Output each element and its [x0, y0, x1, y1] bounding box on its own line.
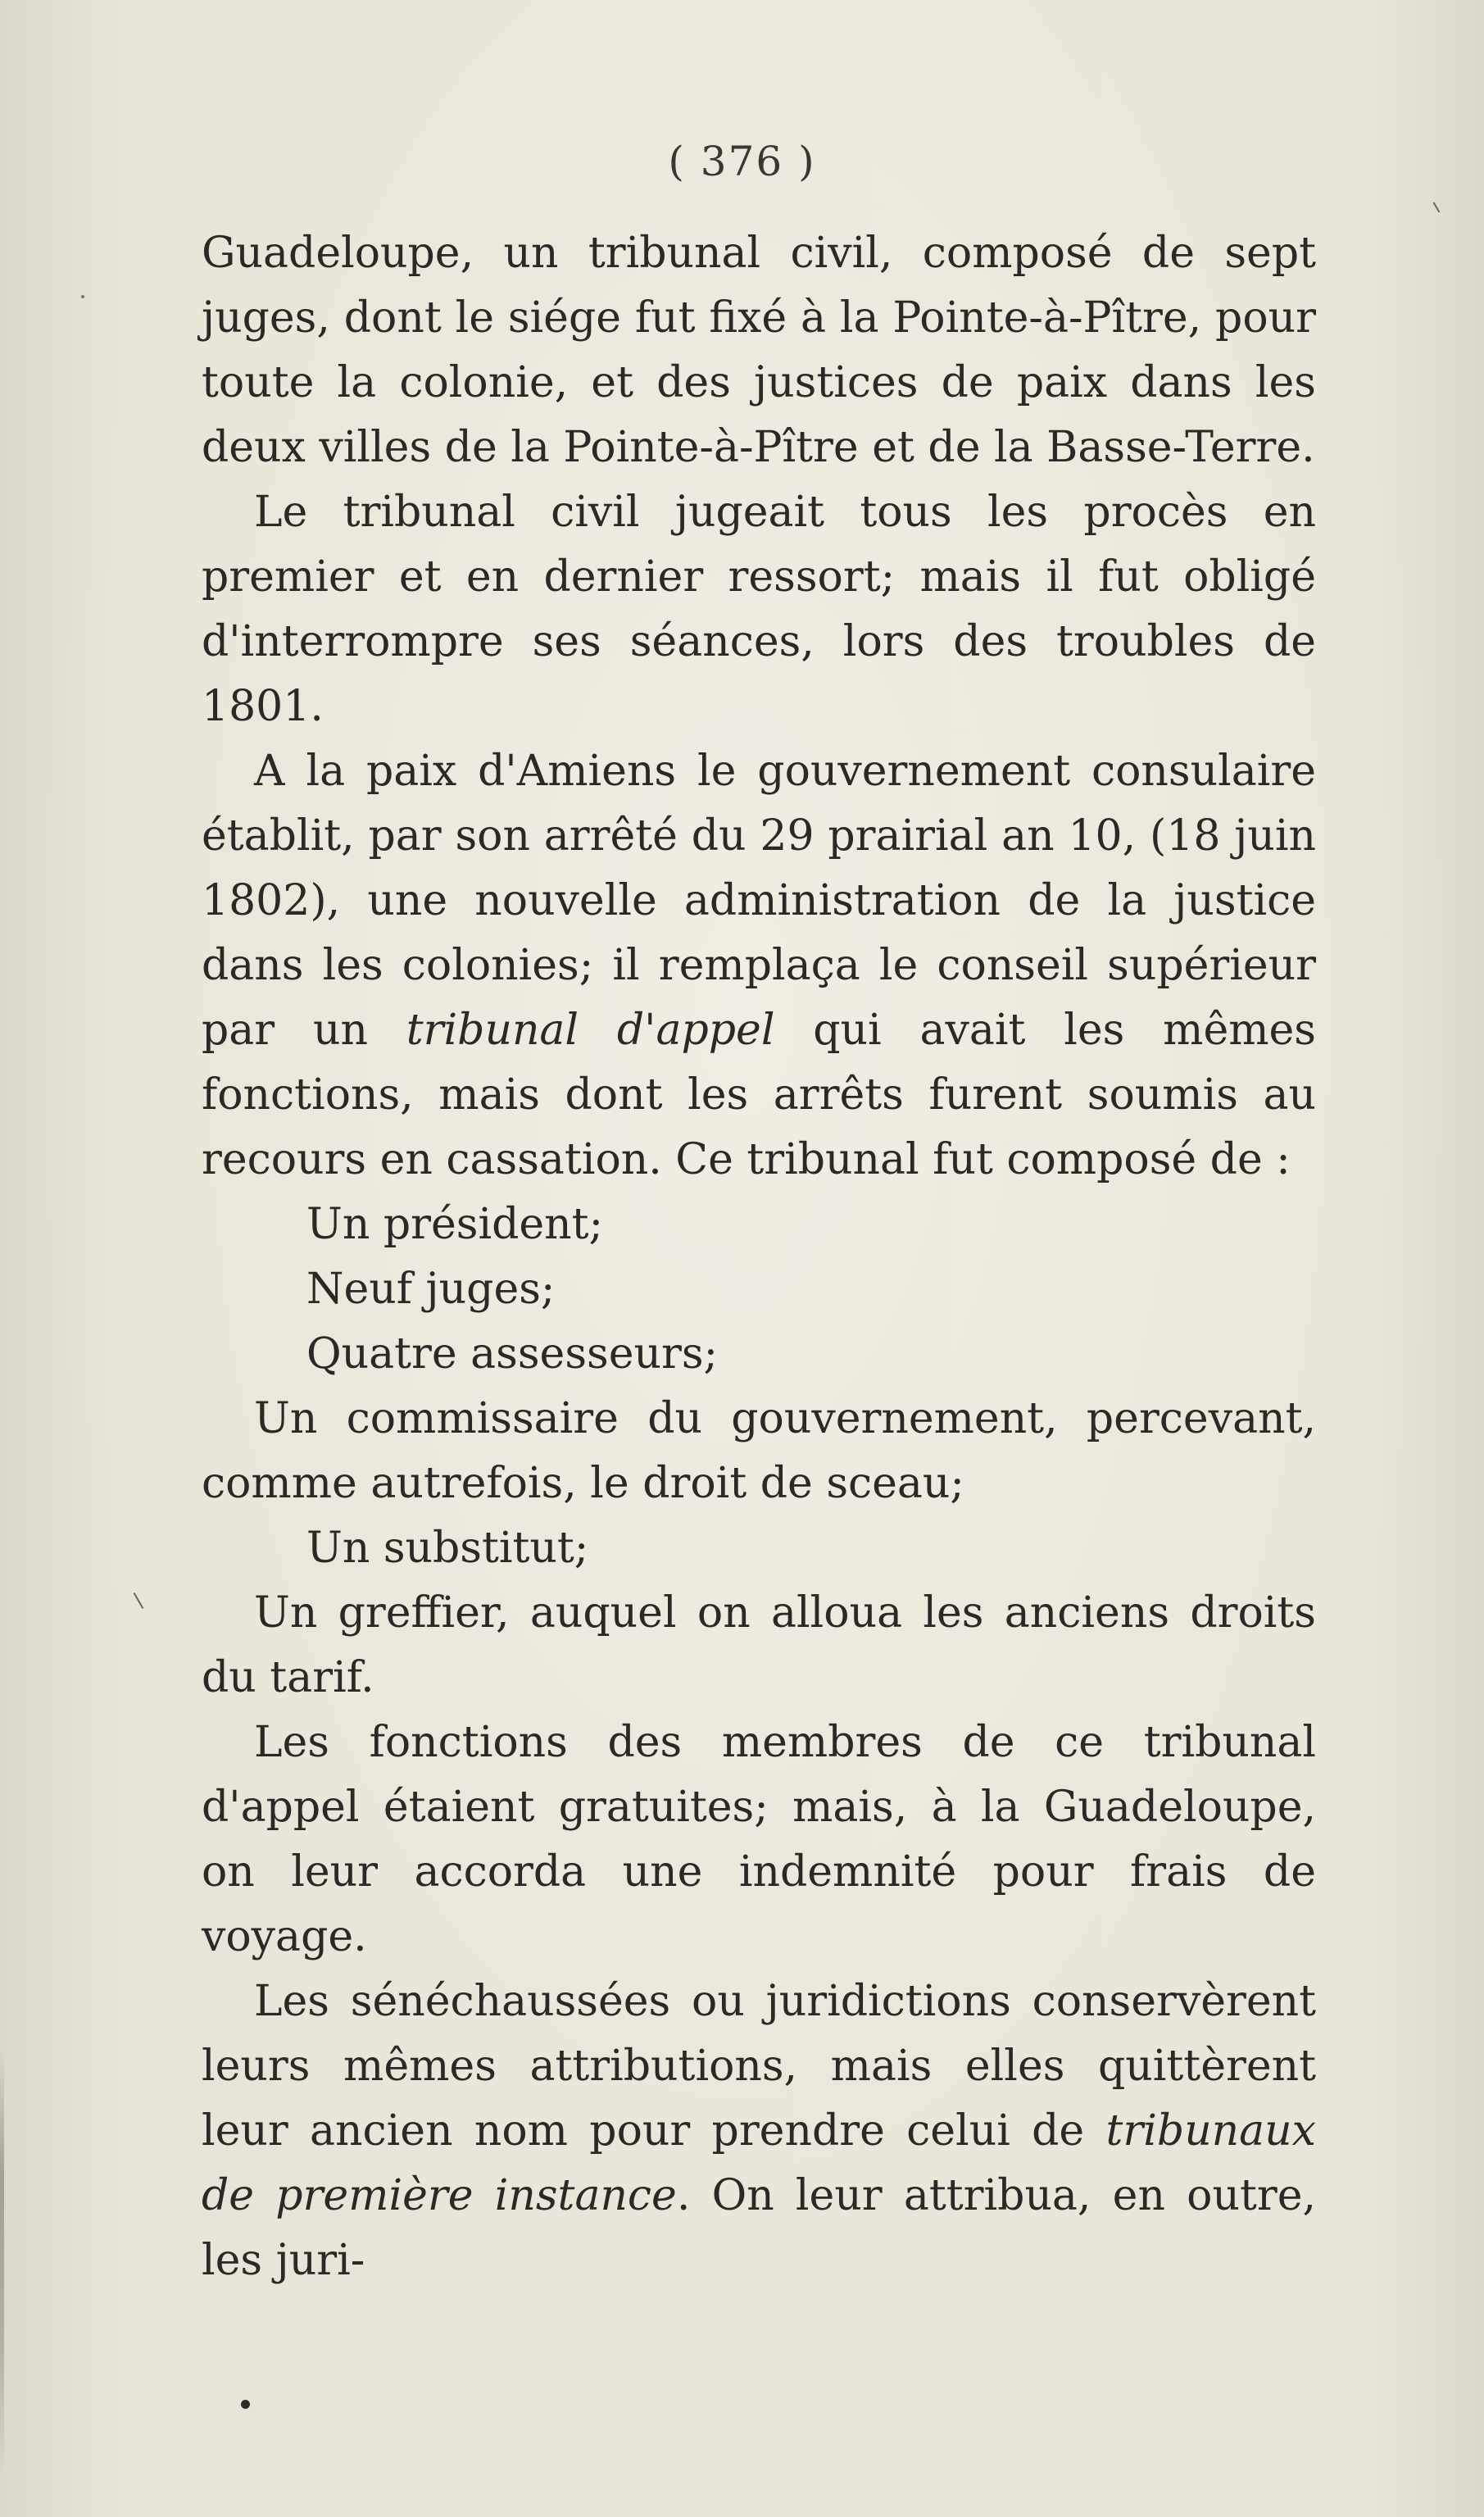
- paragraph-5-text-a: Les sénéchaussées ou juridictions conservèrent leurs mêmes attributions, mais elles quittèrent leur ancien nom pour prendre celui de: [202, 1977, 1316, 2156]
- list-item: Un président;: [306, 1200, 604, 1249]
- paragraph-4: Les fonctions des membres de ce tribunal d'appel étaient gratuites; mais, à la Guadeloupe, on leur accorda une indemnité pour frais de voyage.: [202, 1718, 1316, 1961]
- margin-mark: [134, 1592, 144, 1609]
- paragraph-5-italic: tribunaux de première instance: [202, 2106, 1316, 2220]
- page-number: ( 376 ): [668, 138, 816, 185]
- paragraph-3-italic: tribunal d'appel: [406, 1006, 775, 1055]
- paragraph-5-text-b: . On leur attribua, en outre, les juri-: [202, 2171, 1316, 2285]
- list-item: Un commissaire du gouvernement, percevant, comme autrefois, le droit de sceau;: [202, 1394, 1316, 1508]
- margin-mark: [1433, 202, 1441, 212]
- paragraph-1: Guadeloupe, un tribunal civil, composé de sept juges, dont le siége fut fixé à la Pointe-à-Pître, pour toute la colonie, et des justices de paix dans les deux villes de la Pointe-à-Pître et de la Basse-Terre.: [202, 229, 1316, 472]
- ink-speck: [241, 2400, 250, 2409]
- paragraph-3: [202, 739, 1316, 1193]
- list-item: Un greffier, auquel on alloua les anciens droits du tarif.: [202, 1588, 1316, 1702]
- paragraph-5: [202, 1970, 1316, 2293]
- paragraph-2: Le tribunal civil jugeait tous les procès en premier et en dernier ressort; mais il fut obligé d'interrompre ses séances, lors des troubles de 1801.: [202, 488, 1316, 731]
- list-item: Neuf juges;: [306, 1265, 556, 1314]
- list-item: Un substitut;: [306, 1524, 589, 1573]
- paragraph-3-text-a: A la paix d'Amiens le gouvernement consulaire établit, par son arrêté du 29 prairial an 10, (18 juin 1802), une nouvelle administration de la justice dans les colonies; il remplaça le conseil supérieur par un: [202, 747, 1316, 1055]
- body-text: [202, 221, 1316, 2293]
- list-item: Quatre assesseurs;: [306, 1329, 719, 1379]
- paragraph-3-text-b: qui avait les mêmes fonctions, mais dont les arrêts furent soumis au recours en cassation. Ce tribunal fut composé de :: [202, 1006, 1316, 1184]
- page-edge-shadow: [0, 2049, 4, 2475]
- ink-speck: [81, 295, 84, 298]
